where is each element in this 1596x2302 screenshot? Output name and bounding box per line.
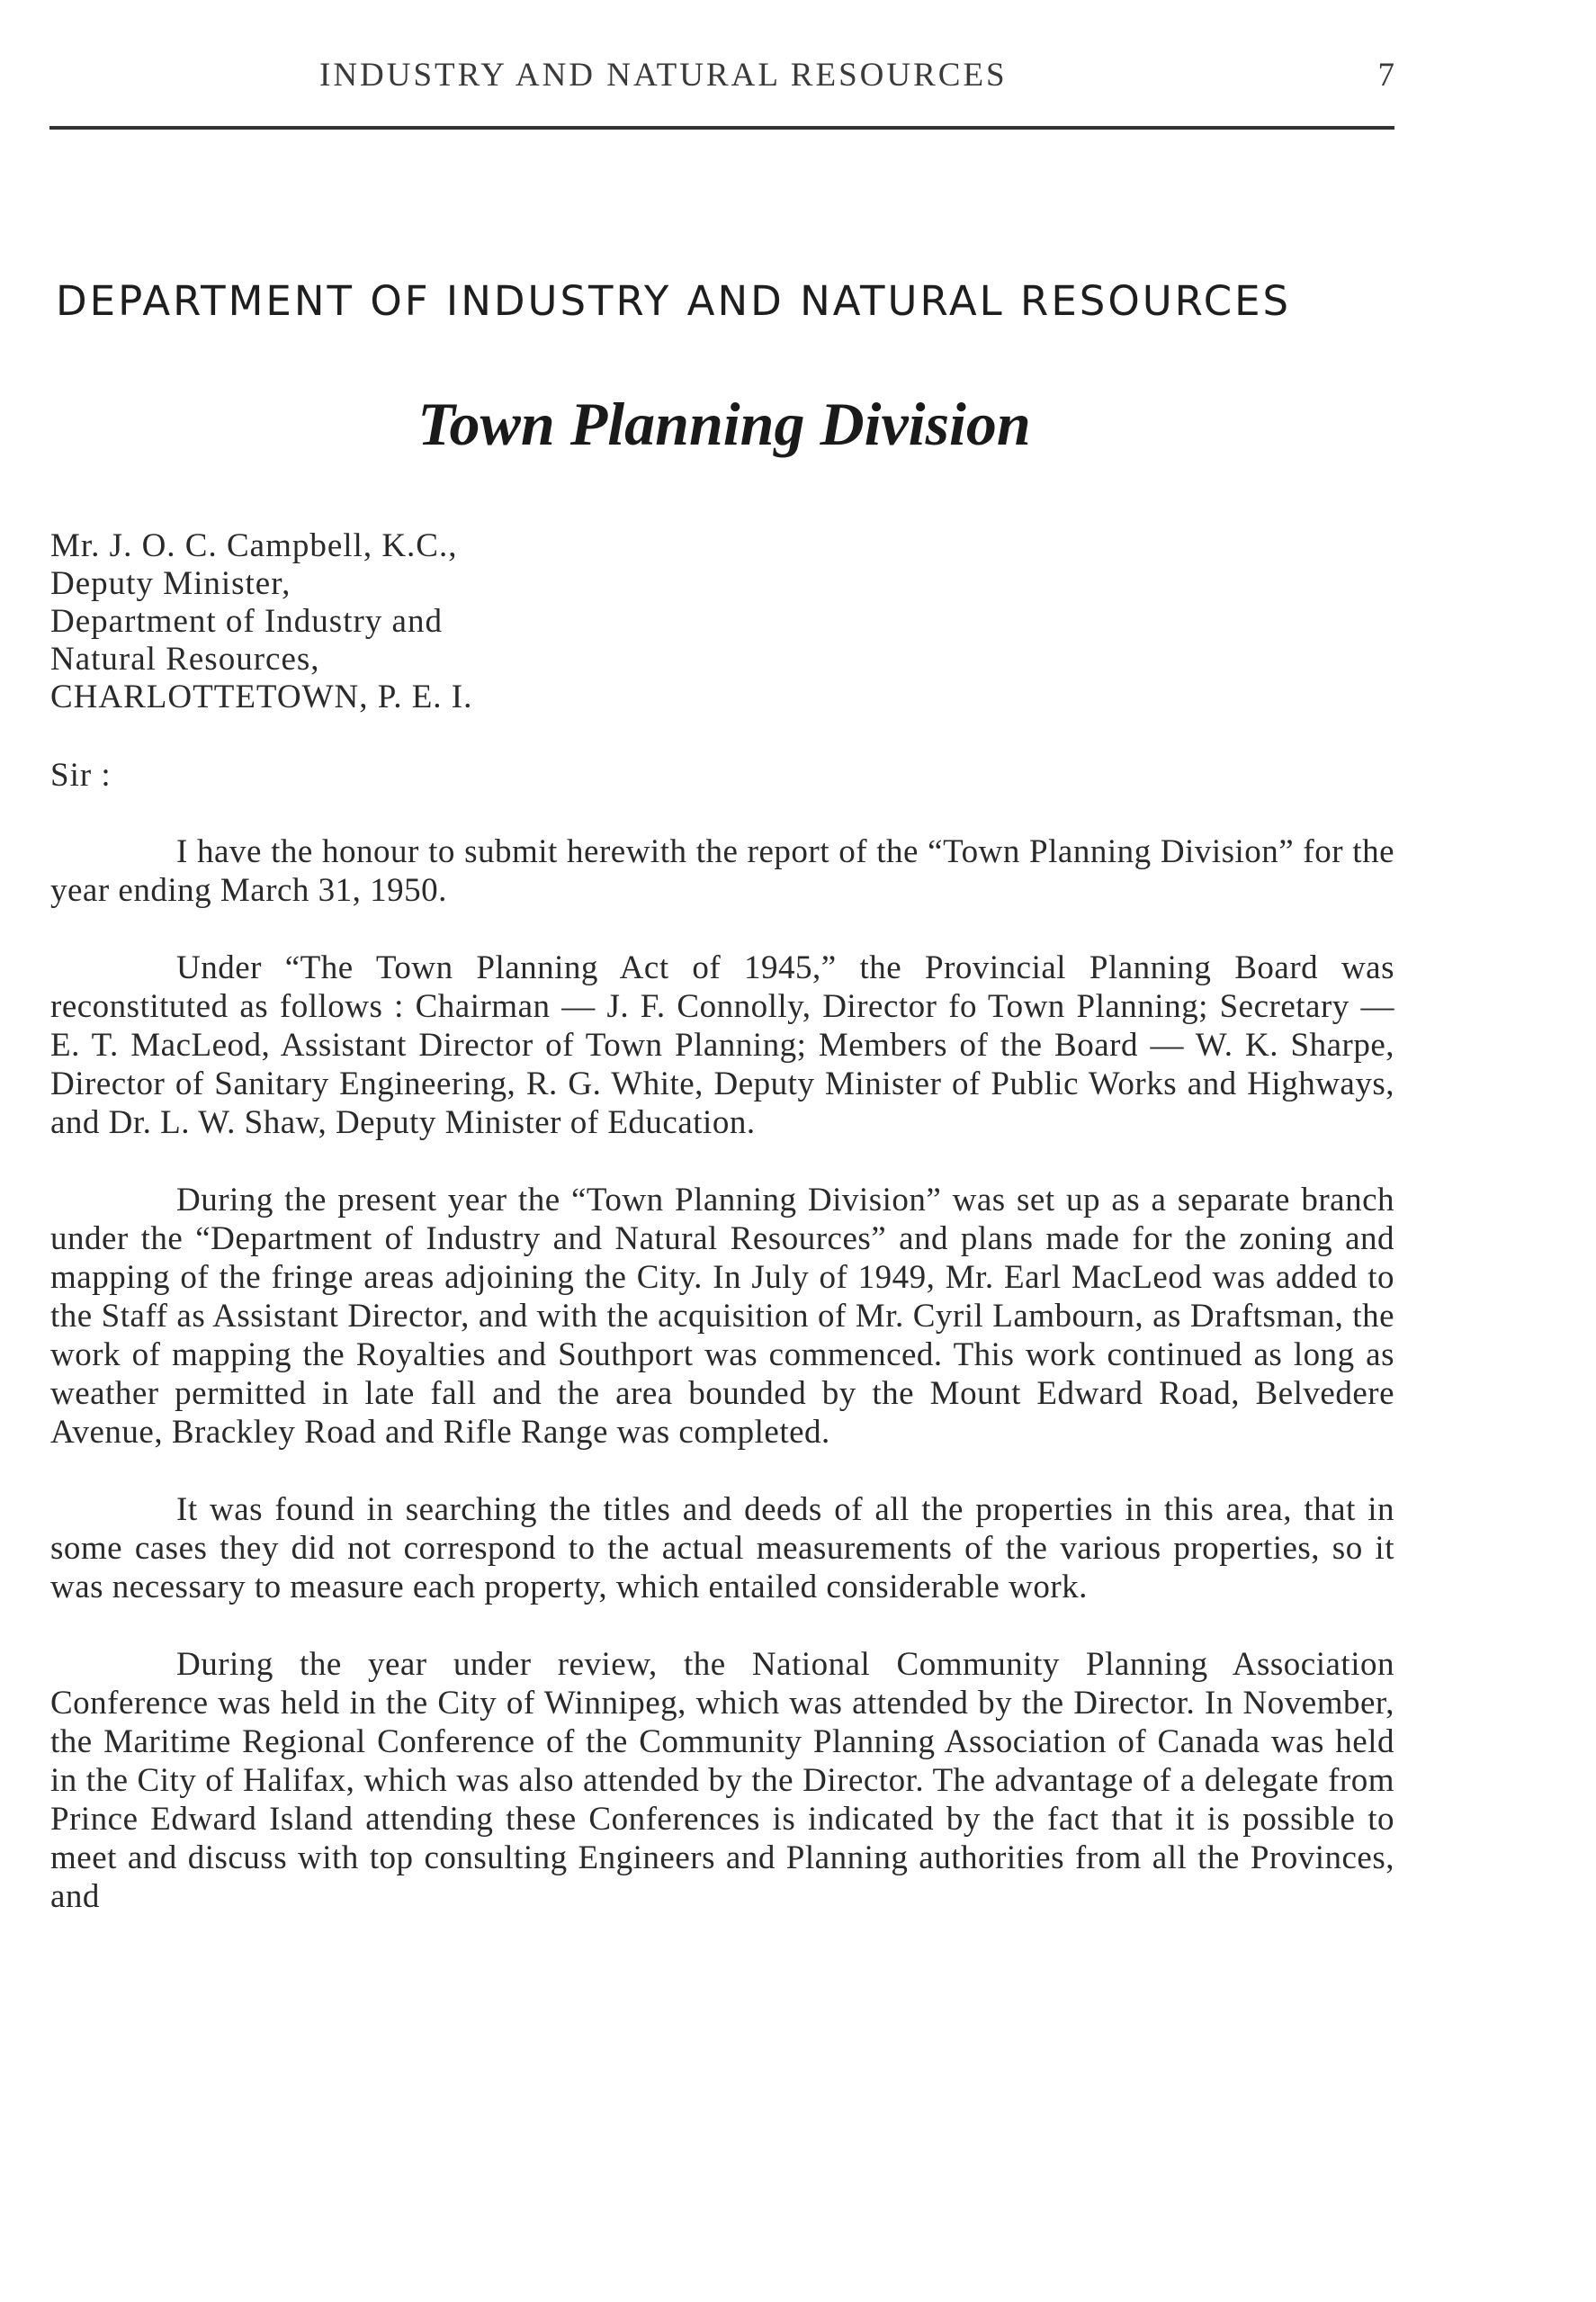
paragraph: During the present year the “Town Planning Division” was set up as a separate branch under the “Department of Industry and Natural Resources” and plans made for the zoning and mapping of the fringe areas adjoining the City. In July of 1949, Mr. Earl MacLeod was added to the Staff as Assistant Director, and with the acquisition of Mr. Cyril Lambourn, as Draftsman, the work of mapping the Royalties and Southport was commenced. This work continued as long as weather permitted in late fall and the area bounded by the Mount Edward Road, Belvedere Avenue, Brackley Road and Rifle Range was completed. (50, 1182, 1394, 1451)
page-number: 7 (1377, 57, 1394, 94)
salutation: Sir : (50, 757, 112, 794)
division-title: Town Planning Division (417, 390, 1031, 458)
running-head-title: INDUSTRY AND NATURAL RESOURCES (319, 57, 1008, 94)
address-block (50, 527, 472, 716)
body-text (50, 832, 1394, 1955)
paragraph: During the year under review, the National Community Planning Association Conference was held in the City of Winnipeg, which was attended by the Director. In November, the Maritime Regional Conference of the Community Planning Association of Canada was held in the City of Halifax, which was also attended by the Director. The advantage of a delegate from Prince Edward Island attending these Conferences is indicated by the fact that it is possible to meet and discuss with top consulting Engineers and Planning authorities from all the Provinces, and (50, 1646, 1394, 1915)
running-head (49, 56, 1394, 110)
address-line: CHARLOTTETOWN, P. E. I. (50, 679, 473, 715)
header-rule (49, 126, 1394, 130)
address-line: Natural Resources, (50, 641, 320, 678)
paragraph: It was found in searching the titles and deeds of all the properties in this area, that in some cases they did not correspond to the actual measurements of the various properties, so it was necessary to measure each property, which entailed considerable work. (50, 1491, 1394, 1605)
paragraph: I have the honour to submit herewith the report of the “Town Planning Division” for the year ending March 31, 1950. (50, 833, 1394, 909)
address-line: Department of Industry and (50, 603, 443, 640)
address-line: Mr. J. O. C. Campbell, K.C., (50, 527, 458, 564)
department-heading: DEPARTMENT OF INDUSTRY AND NATURAL RESOURCES (56, 277, 1292, 325)
address-line: Deputy Minister, (50, 565, 291, 602)
paragraph: Under “The Town Planning Act of 1945,” the Provincial Planning Board was reconstituted as follows : Chairman — J. F. Connolly, Director fo Town Planning; Secretary — E. T. MacLeod, Assistant Director of Town Planning; Members of the Board — W. K. Sharpe, Director of Sanitary Engineering, R. G. White, Deputy Minister of Public Works and Highways, and Dr. L. W. Shaw, Deputy Minister of Education. (50, 949, 1394, 1141)
